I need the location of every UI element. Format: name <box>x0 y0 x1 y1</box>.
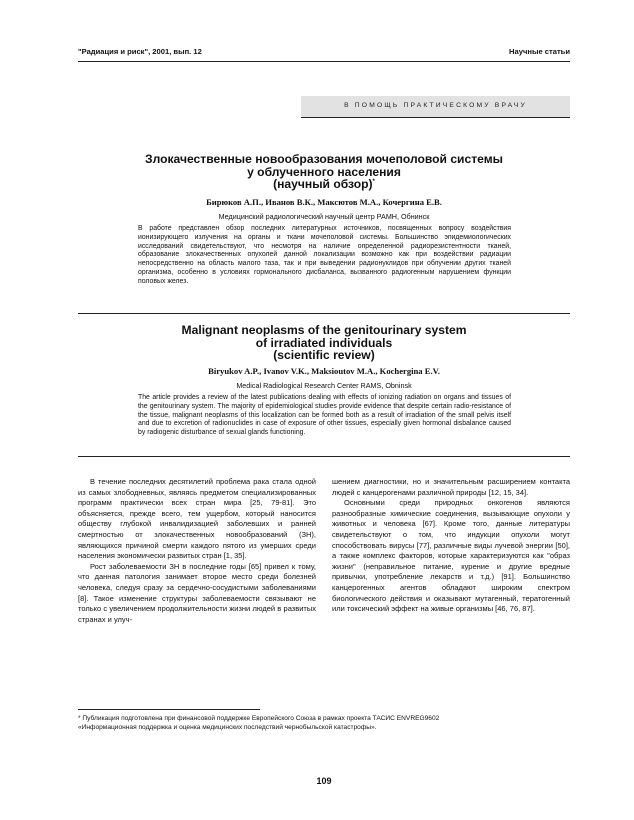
body-paragraph: Основными среди природных онкогенов являются разнообразные химические соединения, вызывающие опухоли у животных и человека [67]. Кроме того, данные литературы свидетельствуют о том, что индукции опухоли могут способствовать вирусы [77], различные виды лучевой энергии [50], а также комплекс факторов, которые характеризуются как "образ жизни" (неправильное питание, курение и другие вредные привычки, употребление лекарств и т.д.) [91]. Большинство канцерогенных агентов обладают широким спектром биологического действия и оказывают мутагенный, тератогенный или токсический эффект на живые организмы [46, 76, 87]. <box>332 498 570 614</box>
ru-abstract-text: В работе представлен обзор последних литературных источников, посвященных вопросу воздействия ионизирующего излучения на органы и ткани мочеполовой системы. Большинство эпидемиологических исследований свидетельствуют, что несмотря на наличие определенной радиорезистентности тканей, образование злокачественных опухолей данной локализации возможно как при воздействии радиации непосредственно на область малого таза, так и при выведении радионуклидов при облучении других тканей организма, особенно в условиях гормонального дисбаланса, вызванного радиогенным нарушением функции половых желез. <box>138 225 511 285</box>
ru-title-line: Злокачественные новообразования мочеполовой системы <box>145 152 503 166</box>
body-paragraph: В течение последних десятилетий проблема рака стала одной из самых злободневных, являясь предметом специализированных программ практически всех стран мира [25, 79-81]. Это объясняется, прежде всего, тем ущербом, который наносится обществу глубокой инвалидизацией заболевших и ранней смертностью от злокачественных новообразований (ЗН), являющихся причиной смерти каждого пятого из умерших среди населения экономически развитых стран [1, 35]. <box>78 477 316 561</box>
ru-title-line: у облученного населения <box>247 164 401 179</box>
en-title-line: Malignant neoplasms of the genitourinary system <box>181 323 467 337</box>
body-column-right <box>332 477 570 615</box>
page-number: 109 <box>316 776 332 786</box>
rubric-label: В ПОМОЩЬ ПРАКТИЧЕСКОМУ ВРАЧУ <box>344 102 527 109</box>
en-title-line: (scientific review) <box>273 348 375 363</box>
header-rule <box>78 61 570 62</box>
en-title-line: of irradiated individuals <box>255 335 393 350</box>
journal-name: "Радиация и риск", 2001, вып. 12 <box>78 47 202 56</box>
en-abstract <box>138 394 511 438</box>
footnote-line: «Информационная поддержка и оценка медицинских последствий чернобыльской катастрофы». <box>78 724 377 731</box>
body-paragraph: шением диагностики, но и значительным расширением контакта людей с канцерогенами различной природы [12, 15, 34]. <box>332 477 570 497</box>
footnote <box>78 714 570 732</box>
footnote-rule <box>78 709 260 710</box>
en-abstract-text: The article provides a review of the latest publications dealing with effects of ionizing radiation on organs and tissues of the genitourinary system. The majority of epidemiological studies provide evidence that despite certain radio-resistance of the tissue, malignant neoplasms of this localization can be formed both as a result of irradiation of the small pelvis itself and due to excretion of radionuclides in case of exposure of other tissues, especially given hormonal disbalance caused by radiogenic disturbance of sexual glands functioning. <box>138 394 511 436</box>
ru-institution: Медицинский радиологический научный центр РАМН, Обнинск <box>218 212 430 221</box>
en-authors: Biryukov A.P., Ivanov V.K., Maksioutov M.A., Kochergina E.V. <box>208 366 440 376</box>
abstract-end-rule <box>78 456 570 457</box>
running-header <box>78 47 570 61</box>
rubric-band <box>301 96 570 118</box>
section-name: Научные статьи <box>509 47 570 56</box>
abstract-divider <box>78 313 570 314</box>
ru-title-subtitle: (научный обзор) <box>273 177 373 192</box>
footnote-line: * Публикация подготовлена при финансовой поддержке Европейского Союза в рамках проекта ТАСИС ENVREG9602 <box>78 715 440 722</box>
ru-abstract <box>138 225 511 286</box>
footnote-marker: * <box>372 179 375 186</box>
body-paragraph: Рост заболеваемости ЗН в последние годы [65] привел к тому, что данная патология занимает второе место среди болезней человека, следуя сразу за сердечно-сосудистыми заболеваниями [8]. Такое изменение структуры заболеваемости связывают не только с увеличением продолжительности жизни людей в развитых странах и улуч- <box>78 561 316 624</box>
body-column-left <box>78 477 316 625</box>
ru-authors: Бирюков А.П., Иванов В.К., Максютов М.А., Кочергина Е.В. <box>206 197 442 207</box>
en-title <box>78 324 570 362</box>
en-institution: Medical Radiological Research Center RAMS, Obninsk <box>236 381 412 390</box>
ru-title <box>78 153 570 191</box>
ru-title-line <box>78 178 570 191</box>
